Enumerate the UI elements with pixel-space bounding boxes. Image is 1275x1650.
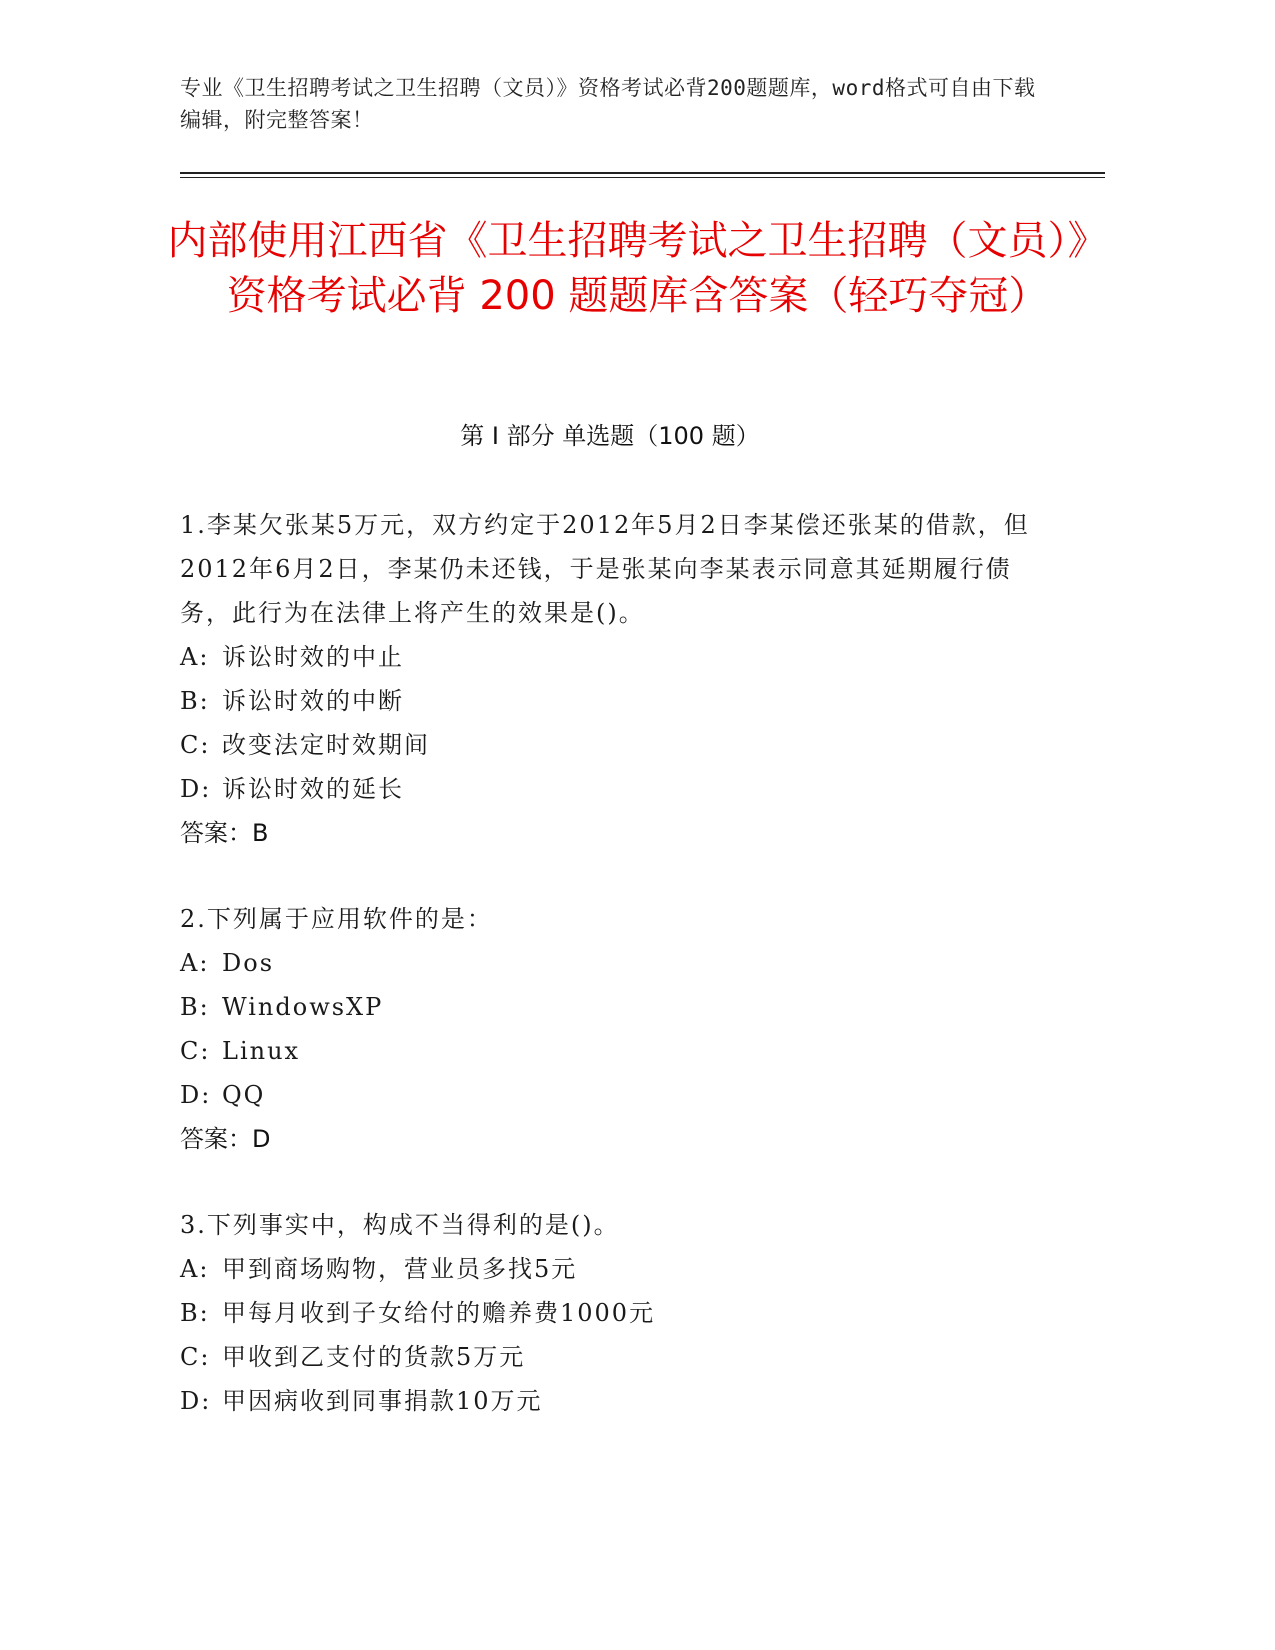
question-list — [180, 503, 1040, 1465]
option-text: 改变法定时效期间 — [222, 731, 430, 759]
option-b — [180, 679, 1040, 723]
option-key: A: — [180, 1255, 210, 1283]
option-text: Linux — [222, 1037, 301, 1065]
option-text: 诉讼时效的延长 — [222, 775, 404, 803]
option-key: C: — [180, 1343, 211, 1371]
option-c — [180, 1335, 1040, 1379]
option-a — [180, 635, 1040, 679]
option-key: C: — [180, 1037, 211, 1065]
section-heading: 第 I 部分 单选题（100 题） — [460, 422, 760, 450]
option-key: D: — [180, 1081, 212, 1109]
option-c — [180, 723, 1040, 767]
option-key: B: — [180, 993, 210, 1021]
option-d — [180, 1379, 1040, 1423]
question-3 — [180, 1203, 1040, 1423]
option-text: 甲收到乙支付的货款5万元 — [222, 1343, 526, 1371]
header-rule-thick — [180, 172, 1105, 174]
option-b — [180, 985, 1040, 1029]
header-rule-thin — [180, 177, 1105, 178]
option-b — [180, 1291, 1040, 1335]
option-text: Dos — [222, 949, 275, 977]
document-title: 内部使用江西省《卫生招聘考试之卫生招聘（文员）》资格考试必背 200 题题库含答案（轻巧夺冠） — [167, 218, 1108, 319]
question-stem: 3.下列事实中，构成不当得利的是()。 — [180, 1211, 620, 1239]
answer-line: 答案：D — [180, 1125, 271, 1153]
header-note: 专业《卫生招聘考试之卫生招聘（文员）》资格考试必背200题题库，word格式可自由下载编辑，附完整答案！ — [180, 76, 1036, 132]
question-stem: 2.下列属于应用软件的是： — [180, 905, 493, 933]
option-text: QQ — [222, 1081, 266, 1109]
option-text: 诉讼时效的中断 — [222, 687, 404, 715]
option-key: B: — [180, 1299, 210, 1327]
option-text: 甲到商场购物，营业员多找5元 — [222, 1255, 578, 1283]
option-text: 甲每月收到子女给付的赡养费1000元 — [222, 1299, 656, 1327]
option-text: 甲因病收到同事捐款10万元 — [222, 1387, 543, 1415]
option-a — [180, 941, 1040, 985]
option-text: 诉讼时效的中止 — [222, 643, 404, 671]
option-key: D: — [180, 1387, 212, 1415]
option-text: WindowsXP — [222, 993, 384, 1021]
option-a — [180, 1247, 1040, 1291]
option-key: A: — [180, 949, 210, 977]
option-key: A: — [180, 643, 210, 671]
question-1 — [180, 503, 1040, 855]
option-key: D: — [180, 775, 212, 803]
question-stem: 1.李某欠张某5万元，双方约定于2012年5月2日李某偿还张某的借款，但2012年6月2日，李某仍未还钱，于是张某向李某表示同意其延期履行债务，此行为在法律上将产生的效果是()。 — [180, 511, 1030, 627]
option-key: B: — [180, 687, 210, 715]
option-d — [180, 767, 1040, 811]
option-c — [180, 1029, 1040, 1073]
answer-line: 答案：B — [180, 819, 269, 847]
option-key: C: — [180, 731, 211, 759]
option-d — [180, 1073, 1040, 1117]
question-2 — [180, 897, 1040, 1161]
